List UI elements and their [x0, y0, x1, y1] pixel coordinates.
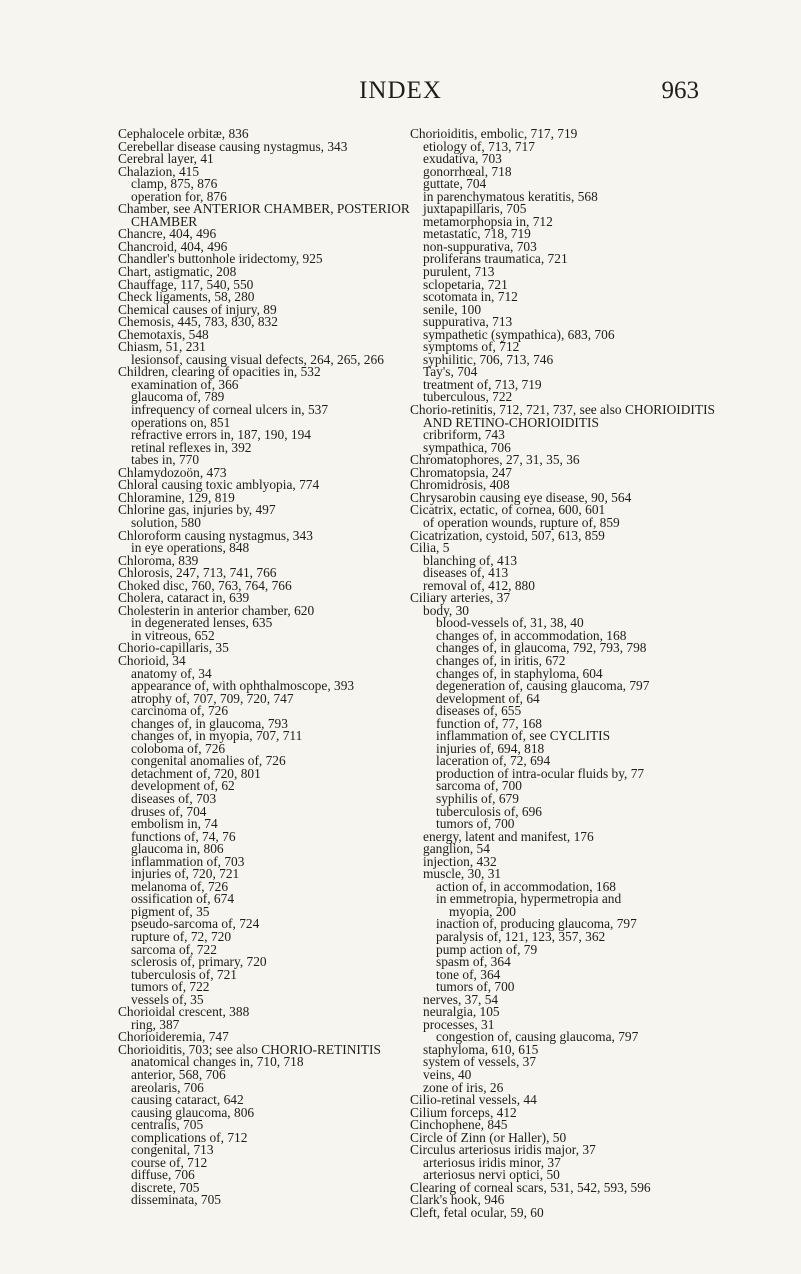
index-entry: rupture of, 72, 720 — [131, 929, 232, 944]
index-entry: diffuse, 706 — [131, 1167, 195, 1183]
index-entry: Chiasm, 51, 231 — [118, 339, 206, 355]
index-entry: functions of, 74, 76 — [131, 828, 236, 844]
index-entry: in eye operations, 848 — [131, 540, 250, 556]
index-entry: blanching of, 413 — [423, 552, 518, 568]
index-entry: Clearing of corneal scars, 531, 542, 593, 596 — [410, 1179, 651, 1195]
index-entry: Chemosis, 445, 783, 830, 832 — [118, 314, 278, 330]
index-entry: Chloramine, 129, 819 — [118, 489, 235, 505]
index-entry: examination of, 366 — [131, 376, 239, 392]
index-entry: Chrysarobin causing eye disease, 90, 564 — [410, 489, 632, 505]
index-entry: inflammation of, see CYCLITIS — [436, 728, 611, 744]
index-entry: cribriform, 743 — [423, 427, 505, 443]
index-entry: syphilis of, 679 — [436, 790, 519, 806]
index-entry: course of, 712 — [131, 1154, 208, 1170]
index-entry: tuberculosis of, 696 — [436, 803, 542, 819]
index-entry: Cerebral layer, 41 — [118, 151, 214, 167]
index-entry: sarcoma of, 700 — [436, 778, 522, 794]
index-entry: tumors of, 722 — [131, 979, 210, 995]
index-entry: Chorioideremia, 747 — [118, 1029, 229, 1045]
index-entry: in parenchymatous keratitis, 568 — [423, 188, 598, 204]
index-entry: carcinoma of, 726 — [131, 703, 229, 719]
index-entry: Choked disc, 760, 763, 764, 766 — [118, 577, 292, 593]
index-entry: diseases of, 655 — [436, 703, 522, 719]
index-entry: anatomy of, 34 — [131, 665, 212, 681]
index-entry: detachment of, 720, 801 — [131, 765, 261, 781]
index-entry: paralysis of, 121, 123, 357, 362 — [436, 929, 606, 944]
index-entry: changes of, in staphyloma, 604 — [436, 665, 603, 681]
index-entry: arteriosus nervi optici, 50 — [423, 1167, 560, 1183]
index-entry: diseases of, 703 — [131, 790, 217, 806]
index-entry: Cephalocele orbitæ, 836 — [118, 126, 249, 141]
index-entry: zone of iris, 26 — [423, 1079, 504, 1095]
index-entry: Circulus arteriosus iridis major, 37 — [410, 1142, 596, 1158]
page-title: INDEX — [359, 77, 442, 104]
index-entry: purulent, 713 — [423, 264, 495, 280]
index-entry: CHAMBER — [131, 213, 198, 229]
index-entry: development of, 62 — [131, 778, 235, 794]
index-entry: veins, 40 — [423, 1067, 472, 1083]
index-entry: Chlorosis, 247, 713, 741, 766 — [118, 565, 277, 581]
index-entry: blood-vessels of, 31, 38, 40 — [436, 615, 584, 631]
index-entry: Chemical causes of injury, 89 — [118, 301, 277, 317]
index-entry: melanoma of, 726 — [131, 878, 229, 894]
index-entry: Chloroform causing nystagmus, 343 — [118, 527, 313, 543]
index-entry: disseminata, 705 — [131, 1192, 222, 1208]
index-entry: Chandler's buttonhole iridectomy, 925 — [118, 251, 323, 267]
index-entry: glaucoma in, 806 — [131, 841, 224, 857]
index-entry: infrequency of corneal ulcers in, 537 — [131, 402, 329, 418]
index-entry: causing glaucoma, 806 — [131, 1104, 255, 1120]
index-entry: ossification of, 674 — [131, 891, 235, 907]
index-entry: senile, 100 — [423, 301, 482, 317]
index-entry: Tay's, 704 — [423, 364, 478, 380]
index-entry: operation for, 876 — [131, 188, 227, 204]
index-entry: sclopetaria, 721 — [423, 276, 508, 292]
index-entry: muscle, 30, 31 — [423, 866, 502, 882]
index-entry: changes of, in iritis, 672 — [436, 652, 566, 668]
page-header — [0, 77, 801, 111]
index-entry: nerves, 37, 54 — [423, 991, 499, 1007]
index-entry: tone of, 364 — [436, 966, 501, 982]
index-entry: Cinchophene, 845 — [410, 1117, 508, 1133]
index-entry: Chlorine gas, injuries by, 497 — [118, 502, 276, 518]
index-entry: symptoms of, 712 — [423, 339, 520, 355]
index-entry: operations on, 851 — [131, 414, 231, 430]
index-entry: Chorioiditis, 703; see also CHORIO-RETINITIS — [118, 1041, 381, 1057]
index-entry: tumors of, 700 — [436, 816, 515, 832]
index-entry: sclerosis of, primary, 720 — [131, 954, 267, 970]
index-entry: injuries of, 720, 721 — [131, 866, 240, 882]
index-entry: druses of, 704 — [131, 803, 207, 819]
index-entry: proliferans traumatica, 721 — [423, 251, 568, 267]
index-entry: degeneration of, causing glaucoma, 797 — [436, 678, 650, 694]
index-entry: Chart, astigmatic, 208 — [118, 264, 237, 280]
index-entry: Cicatrix, ectatic, of cornea, 600, 601 — [410, 502, 606, 518]
index-entry: metamorphopsia in, 712 — [423, 213, 553, 229]
index-entry: Chloral causing toxic amblyopia, 774 — [118, 477, 320, 493]
index-entry: non-suppurativa, 703 — [423, 238, 537, 254]
index-entry: areolaris, 706 — [131, 1079, 204, 1095]
index-entry: Ciliary arteries, 37 — [410, 590, 511, 606]
index-entry: staphyloma, 610, 615 — [423, 1041, 539, 1057]
index-entry: changes of, in glaucoma, 793 — [131, 715, 288, 731]
index-entry: in vitreous, 652 — [131, 627, 215, 643]
index-entry: discrete, 705 — [131, 1179, 200, 1195]
index-entry: Chorio-retinitis, 712, 721, 737, see also CHORIOIDITIS — [410, 402, 715, 418]
index-entry: tuberculosis of, 721 — [131, 966, 237, 982]
index-entry: Clark's hook, 946 — [410, 1192, 505, 1208]
index-entry: tuberculous, 722 — [423, 389, 513, 405]
index-entry: changes of, in glaucoma, 792, 793, 798 — [436, 640, 647, 656]
index-entry: energy, latent and manifest, 176 — [423, 828, 594, 844]
index-entry: Chromatopsia, 247 — [410, 464, 512, 480]
index-entry: Chorioid, 34 — [118, 652, 186, 668]
index-entry: Chauffage, 117, 540, 550 — [118, 276, 254, 292]
index-entry: clamp, 875, 876 — [131, 176, 218, 192]
index-entry: tabes in, 770 — [131, 452, 200, 468]
index-entry: complications of, 712 — [131, 1129, 248, 1145]
index-entry: atrophy of, 707, 709, 720, 747 — [131, 690, 294, 706]
index-entry: Check ligaments, 58, 280 — [118, 289, 255, 305]
index-entry: glaucoma of, 789 — [131, 389, 225, 405]
index-entry: diseases of, 413 — [423, 565, 509, 581]
index-entry: pseudo-sarcoma of, 724 — [131, 916, 260, 932]
index-entry: vessels of, 35 — [131, 991, 204, 1007]
index-entry: Cilio-retinal vessels, 44 — [410, 1092, 537, 1108]
index-entry: Chancroid, 404, 496 — [118, 238, 228, 254]
index-entry: pigment of, 35 — [131, 903, 210, 919]
index-entry: treatment of, 713, 719 — [423, 376, 542, 392]
index-entry: congestion of, causing glaucoma, 797 — [436, 1029, 639, 1045]
index-entry: exudativa, 703 — [423, 151, 502, 167]
index-entry: Chorioidal crescent, 388 — [118, 1004, 250, 1020]
index-entry: Chancre, 404, 496 — [118, 226, 217, 242]
index-entry: laceration of, 72, 694 — [436, 753, 551, 769]
index-entry: coloboma of, 726 — [131, 740, 226, 756]
index-entry: Chlamydozoön, 473 — [118, 464, 227, 480]
index-entry: embolism in, 74 — [131, 816, 218, 832]
index-column-left — [118, 126, 410, 1208]
index-entry: removal of, 412, 880 — [423, 577, 535, 593]
index-entry: Chemotaxis, 548 — [118, 326, 209, 342]
index-entry: Cholesterin in anterior chamber, 620 — [118, 602, 315, 618]
index-entry: anterior, 568, 706 — [131, 1067, 226, 1083]
index-entry: guttate, 704 — [423, 176, 487, 192]
index-entry: changes of, in accommodation, 168 — [436, 627, 627, 643]
index-entry: solution, 580 — [131, 514, 201, 530]
index-entry: gonorrhœal, 718 — [423, 163, 512, 179]
index-entry: inflammation of, 703 — [131, 853, 245, 869]
index-entry: tumors of, 700 — [436, 979, 515, 995]
index-column-right — [410, 126, 715, 1221]
index-entry: production of intra-ocular fluids by, 77 — [436, 765, 645, 781]
index-entry: ganglion, 54 — [423, 841, 490, 857]
index-entry: sympathetic (sympathica), 683, 706 — [423, 326, 615, 342]
index-entry: Chorio-capillaris, 35 — [118, 640, 229, 656]
index-entry: in emmetropia, hypermetropia and — [436, 891, 622, 907]
index-entry: of operation wounds, rupture of, 859 — [423, 514, 620, 530]
index-entry: Children, clearing of opacities in, 532 — [118, 364, 321, 380]
index-entry: Chromatophores, 27, 31, 35, 36 — [410, 452, 580, 468]
index-entry: etiology of, 713, 717 — [423, 138, 535, 154]
index-entry: spasm of, 364 — [436, 954, 511, 970]
index-entry: action of, in accommodation, 168 — [436, 878, 616, 894]
index-entry: myopia, 200 — [449, 903, 516, 919]
index-entry: causing cataract, 642 — [131, 1092, 244, 1108]
index-entry: injection, 432 — [423, 853, 497, 869]
index-entry: Cilium forceps, 412 — [410, 1104, 517, 1120]
index-entry: Chromidrosis, 408 — [410, 477, 510, 493]
page-number: 963 — [661, 77, 699, 104]
index-entry: arteriosus iridis minor, 37 — [423, 1154, 561, 1170]
index-entry: Chloroma, 839 — [118, 552, 199, 568]
index-entry: sarcoma of, 722 — [131, 941, 217, 957]
index-entry: Cilia, 5 — [410, 540, 450, 556]
index-entry: syphilitic, 706, 713, 746 — [423, 351, 554, 367]
index-entry: Cerebellar disease causing nystagmus, 343 — [118, 138, 348, 154]
index-entry: body, 30 — [423, 602, 469, 618]
index-entry: neuralgia, 105 — [423, 1004, 500, 1020]
index-entry: Cicatrization, cystoid, 507, 613, 859 — [410, 527, 605, 543]
index-entry: AND RETINO-CHORIOIDITIS — [423, 414, 599, 430]
index-entry: metastatic, 718, 719 — [423, 226, 531, 242]
index-entry: Chamber, see ANTERIOR CHAMBER, POSTERIOR — [118, 201, 410, 217]
index-entry: sympathica, 706 — [423, 439, 511, 455]
index-entry: congenital anomalies of, 726 — [131, 753, 286, 769]
index-entry: Cleft, fetal ocular, 59, 60 — [410, 1205, 544, 1221]
index-entry: injuries of, 694, 818 — [436, 740, 545, 756]
index-entry: suppurativa, 713 — [423, 314, 513, 330]
index-entry: inaction of, producing glaucoma, 797 — [436, 916, 637, 932]
index-entry: processes, 31 — [423, 1016, 495, 1032]
index-entry: retinal reflexes in, 392 — [131, 439, 252, 455]
index-entry: anatomical changes in, 710, 718 — [131, 1054, 304, 1070]
index-entry: scotomata in, 712 — [423, 289, 518, 305]
index-entry: refractive errors in, 187, 190, 194 — [131, 427, 311, 443]
index-entry: system of vessels, 37 — [423, 1054, 537, 1070]
index-entry: function of, 77, 168 — [436, 715, 542, 731]
index-entry: Chalazion, 415 — [118, 163, 200, 179]
index-entry: ring, 387 — [131, 1016, 180, 1032]
index-entry: pump action of, 79 — [436, 941, 538, 957]
index-entry: Chorioiditis, embolic, 717, 719 — [410, 126, 578, 141]
index-entry: Cholera, cataract in, 639 — [118, 590, 250, 606]
index-entry: juxtapapillaris, 705 — [423, 201, 527, 217]
index-entry: Circle of Zinn (or Haller), 50 — [410, 1129, 567, 1145]
index-entry: congenital, 713 — [131, 1142, 214, 1158]
index-entry: centralis, 705 — [131, 1117, 204, 1133]
index-entry: development of, 64 — [436, 690, 540, 706]
index-entry: changes of, in myopia, 707, 711 — [131, 728, 303, 744]
index-entry: appearance of, with ophthalmoscope, 393 — [131, 678, 355, 694]
index-entry: in degenerated lenses, 635 — [131, 615, 273, 631]
index-entry: lesionsof, causing visual defects, 264, 265, 266 — [131, 351, 384, 367]
